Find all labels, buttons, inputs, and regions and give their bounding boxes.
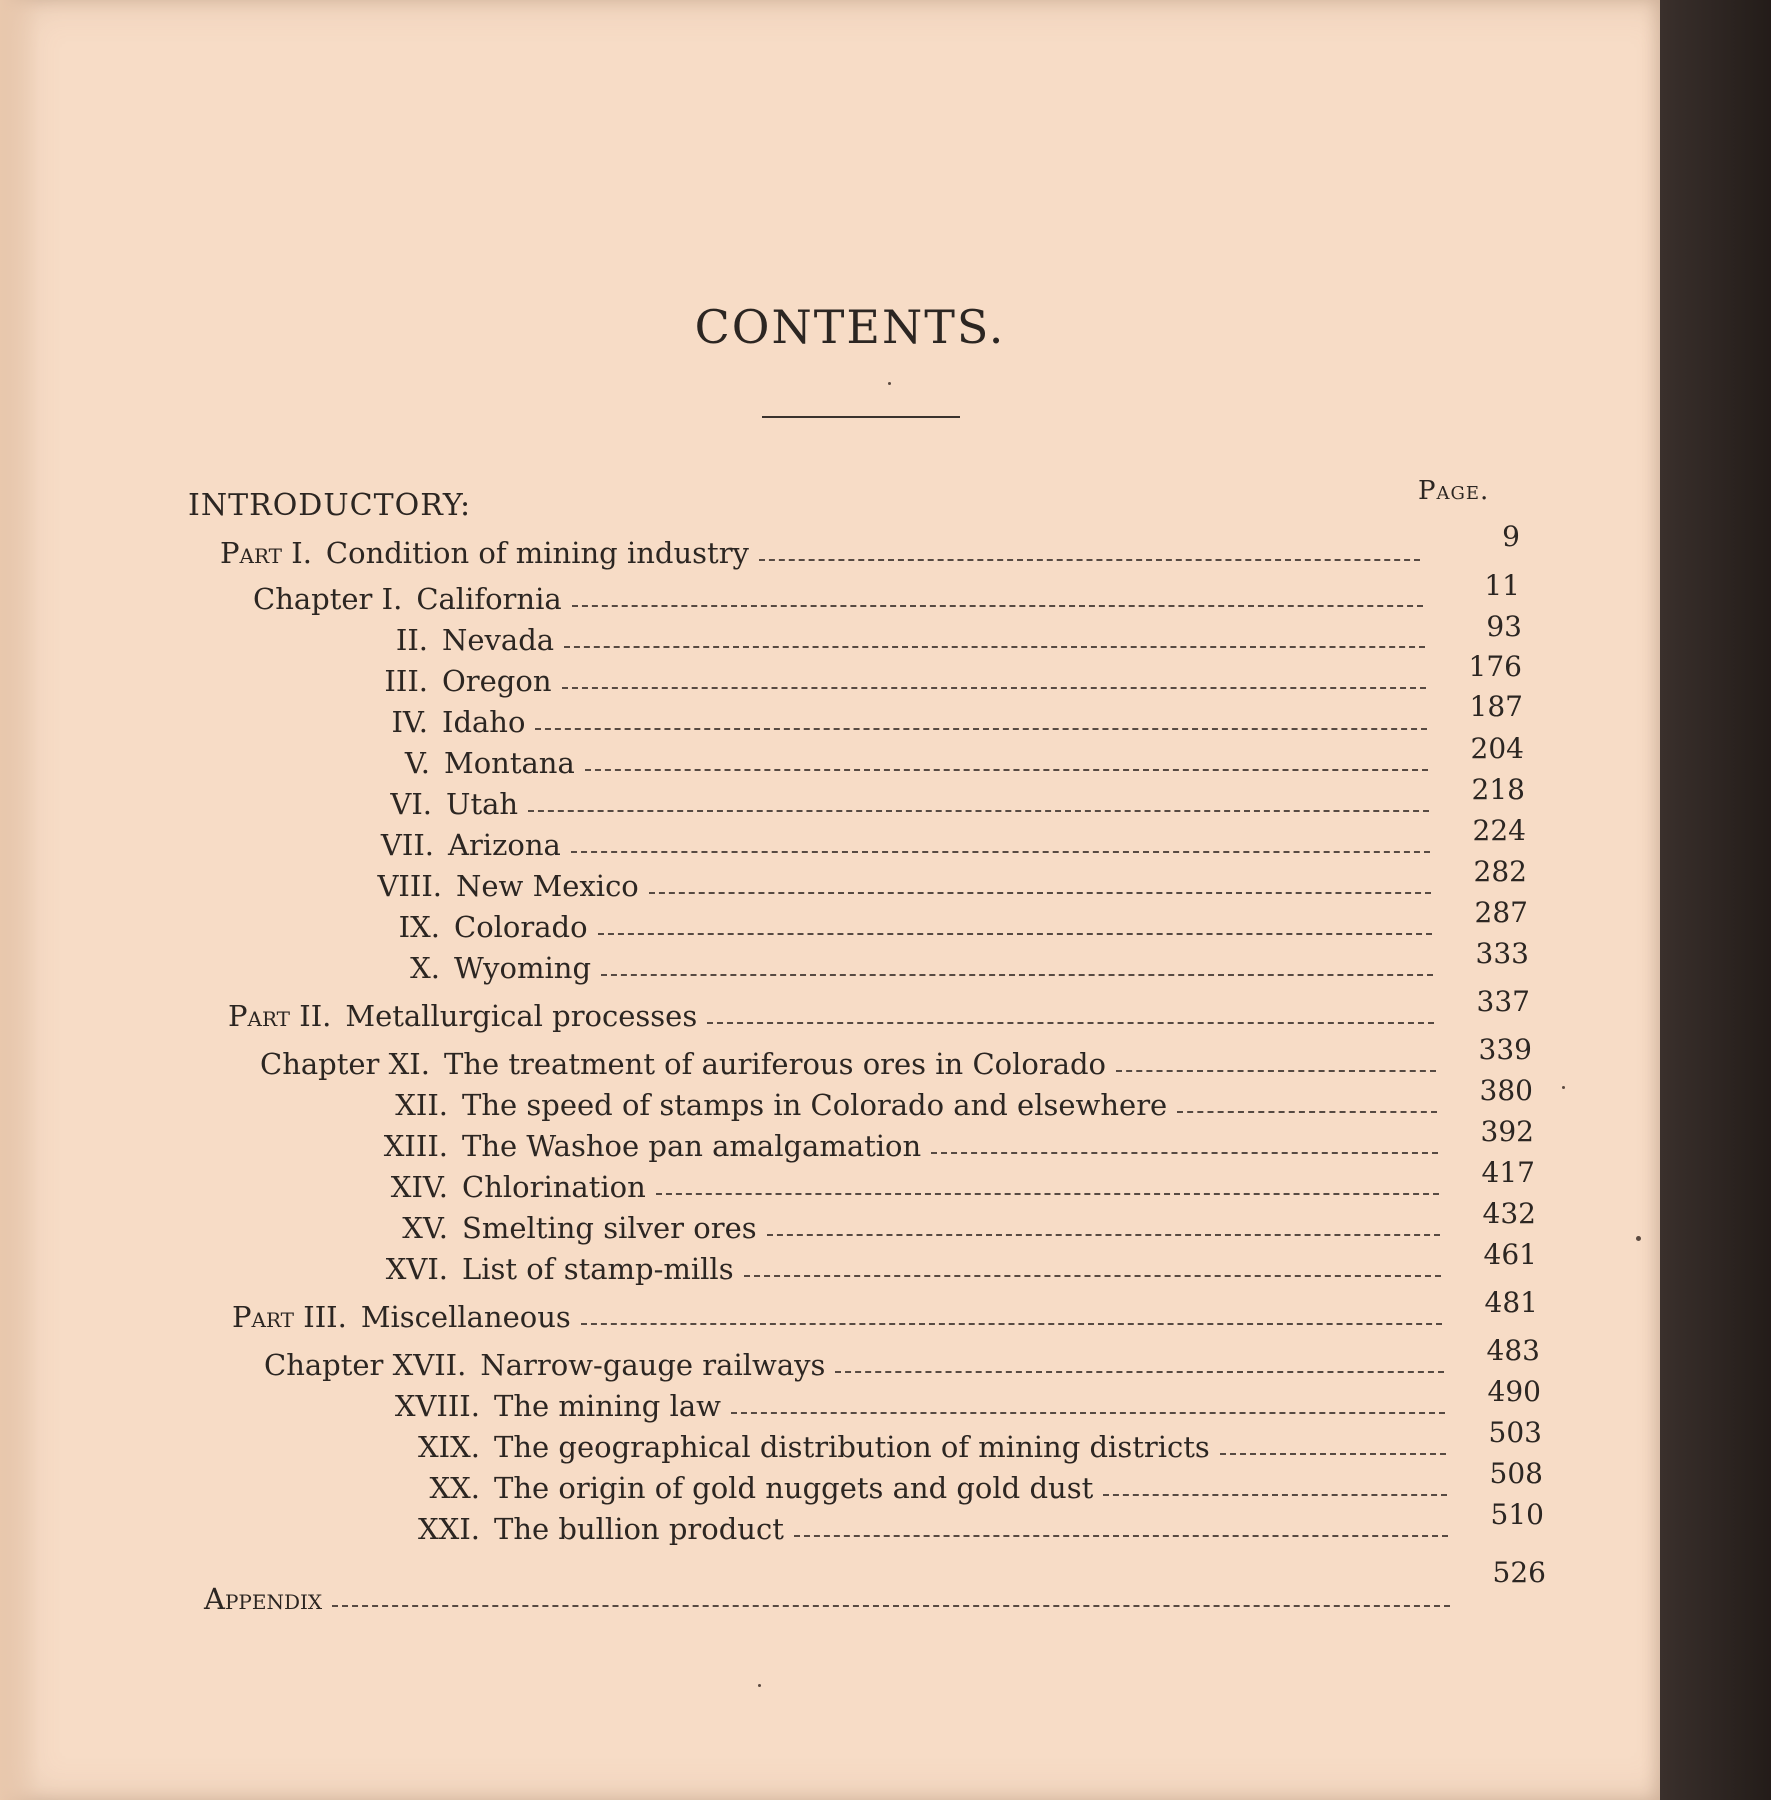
entry-title: Appendix (204, 1582, 323, 1616)
entry-number: XV. (402, 1211, 448, 1245)
entry-title: Oregon (442, 664, 552, 698)
toc-entry-chapter-6 (360, 781, 1439, 821)
entry-title: Montana (444, 746, 575, 780)
entry-prefix: Part (228, 999, 291, 1033)
entry-number: IV. (391, 705, 428, 739)
entry-number: XI. (388, 1047, 430, 1081)
entry-page-number: 526 (1492, 1556, 1546, 1589)
entry-title: The bullion product (494, 1512, 784, 1546)
title-rule (762, 416, 960, 418)
paper-speck (888, 382, 891, 385)
dot-leader (585, 768, 1428, 771)
dot-leader (649, 891, 1431, 894)
entry-prefix: Part (232, 1300, 295, 1334)
toc-entry-appendix (204, 1576, 1460, 1616)
entry-number: XVI. (385, 1252, 448, 1286)
dot-leader (528, 809, 1429, 812)
entry-title: List of stamp-mills (462, 1252, 734, 1286)
toc-entry-chapter-16 (368, 1246, 1451, 1286)
entry-number: II. (299, 999, 332, 1033)
dot-leader (1116, 1069, 1436, 1072)
entry-title: Utah (446, 787, 519, 821)
dot-leader (571, 850, 1430, 853)
entry-page-number: 337 (1476, 985, 1530, 1018)
dot-leader (581, 1322, 1442, 1325)
entry-title: Miscellaneous (360, 1300, 571, 1334)
book-cover-edge (1660, 0, 1771, 1800)
entry-page-number: 176 (1468, 650, 1522, 683)
dot-leader (1220, 1452, 1446, 1455)
toc-entry-chapter-20 (418, 1465, 1457, 1505)
entry-title: Colorado (454, 910, 588, 944)
dot-leader (731, 1411, 1445, 1414)
toc-entry-chapter-4 (360, 699, 1437, 739)
toc-entry-chapter-9 (366, 904, 1442, 944)
entry-number: VII. (380, 828, 434, 862)
entry-page-number: 432 (1482, 1197, 1536, 1230)
entry-page-number: 461 (1483, 1238, 1537, 1271)
introductory-heading: INTRODUCTORY: (188, 488, 472, 523)
entry-number: III. (303, 1300, 347, 1334)
entry-number: II. (395, 623, 428, 657)
entry-page-number: 417 (1481, 1156, 1535, 1189)
paper-speck (1562, 1086, 1565, 1089)
entry-title: Chlorination (462, 1170, 646, 1204)
toc-entry-chapter-3 (360, 658, 1436, 698)
toc-entry-chapter-17 (264, 1342, 1454, 1382)
dot-leader (562, 686, 1426, 689)
toc-entry-chapter-1 (253, 576, 1433, 616)
entry-page-number: 481 (1484, 1286, 1538, 1319)
entry-title: The treatment of auriferous ores in Colorado (443, 1047, 1107, 1081)
entry-title: The speed of stamps in Colorado and elsewhere (462, 1088, 1168, 1122)
dot-leader (535, 727, 1427, 730)
dot-leader (564, 645, 1425, 648)
entry-number: IX. (398, 910, 440, 944)
entry-number: I. (381, 582, 403, 616)
entry-number: XXI. (418, 1512, 480, 1546)
entry-number: XVII. (392, 1348, 467, 1382)
dot-leader (744, 1274, 1441, 1277)
entry-title: The mining law (494, 1389, 721, 1423)
toc-entry-chapter-10 (380, 945, 1443, 985)
entry-title: Idaho (442, 705, 526, 739)
entry-title: Smelting silver ores (462, 1211, 757, 1245)
dot-leader (572, 604, 1423, 607)
entry-page-number: 224 (1472, 814, 1526, 847)
dot-leader (656, 1192, 1439, 1195)
entry-prefix: Chapter (264, 1348, 384, 1382)
entry-prefix: Chapter (260, 1047, 380, 1081)
entry-page-number: 490 (1487, 1375, 1541, 1408)
dot-leader (767, 1233, 1440, 1236)
entry-title: New Mexico (456, 869, 639, 903)
entry-title: Wyoming (454, 951, 592, 985)
entry-page-number: 11 (1484, 569, 1520, 602)
toc-entry-part-2 (228, 993, 1444, 1033)
entry-page-number: 339 (1478, 1033, 1532, 1066)
entry-title: Condition of mining industry (325, 536, 749, 570)
paper-speck (758, 1684, 761, 1687)
entry-page-number: 510 (1490, 1498, 1544, 1531)
dot-leader (601, 973, 1433, 976)
dot-leader (931, 1151, 1438, 1154)
entry-page-number: 187 (1469, 690, 1523, 723)
entry-number: XIV. (390, 1170, 448, 1204)
entry-title: California (416, 582, 562, 616)
spine-shadow (0, 0, 40, 1800)
toc-entry-part-3 (232, 1294, 1452, 1334)
entry-page-number: 333 (1475, 937, 1529, 970)
toc-entry-chapter-8 (346, 863, 1441, 903)
entry-title: Narrow-gauge railways (480, 1348, 826, 1382)
entry-title: The geographical distribution of mining districts (494, 1430, 1210, 1464)
toc-entry-chapter-21 (404, 1506, 1458, 1546)
dot-leader (835, 1370, 1444, 1373)
entry-title: Nevada (442, 623, 555, 657)
toc-entry-chapter-11 (260, 1041, 1446, 1081)
entry-page-number: 380 (1479, 1074, 1533, 1107)
entry-number: VI. (390, 787, 432, 821)
toc-entry-chapter-18 (372, 1383, 1455, 1423)
entry-number: XII. (395, 1088, 448, 1122)
entry-number: V. (404, 746, 430, 780)
page-title: CONTENTS. (694, 300, 1006, 354)
entry-page-number: 508 (1489, 1457, 1543, 1490)
entry-number: XIII. (383, 1129, 448, 1163)
entry-number: X. (410, 951, 440, 985)
toc-entry-chapter-19 (404, 1424, 1456, 1464)
entry-page-number: 503 (1488, 1416, 1542, 1449)
entry-page-number: 204 (1470, 732, 1524, 765)
entry-number: XVIII. (394, 1389, 480, 1423)
dot-leader (1177, 1110, 1437, 1113)
entry-page-number: 483 (1486, 1334, 1540, 1367)
dot-leader (759, 558, 1420, 561)
dot-leader (794, 1534, 1448, 1537)
page-column-heading: Page. (1418, 476, 1490, 506)
entry-number: I. (291, 536, 312, 570)
entry-page-number: 218 (1471, 773, 1525, 806)
toc-entry-chapter-2 (360, 617, 1435, 657)
dot-leader (707, 1021, 1434, 1024)
dot-leader (1103, 1493, 1447, 1496)
dot-leader (598, 932, 1432, 935)
entry-title: Metallurgical processes (345, 999, 698, 1033)
entry-page-number: 287 (1474, 896, 1528, 929)
entry-number: III. (384, 664, 428, 698)
entry-title: The Washoe pan amalgamation (462, 1129, 922, 1163)
toc-entry-chapter-5 (360, 740, 1438, 780)
entry-title: Arizona (448, 828, 561, 862)
toc-entry-chapter-15 (382, 1205, 1450, 1245)
entry-page-number: 282 (1473, 855, 1527, 888)
entry-number: XX. (429, 1471, 480, 1505)
entry-page-number: 392 (1480, 1115, 1534, 1148)
dot-leader (332, 1604, 1450, 1607)
entry-prefix: Chapter (253, 582, 373, 616)
entry-prefix: Part (220, 536, 283, 570)
paper-speck (1636, 1236, 1641, 1241)
entry-title: The origin of gold nuggets and gold dust (494, 1471, 1094, 1505)
toc-entry-chapter-7 (356, 822, 1440, 862)
entry-number: XIX. (418, 1430, 480, 1464)
toc-entry-chapter-13 (368, 1123, 1448, 1163)
entry-page-number: 9 (1502, 520, 1520, 553)
toc-entry-chapter-12 (378, 1082, 1447, 1122)
toc-entry-part-1 (220, 530, 1430, 570)
entry-page-number: 93 (1486, 610, 1522, 643)
entry-number: VIII. (377, 869, 442, 903)
toc-entry-chapter-14 (368, 1164, 1449, 1204)
